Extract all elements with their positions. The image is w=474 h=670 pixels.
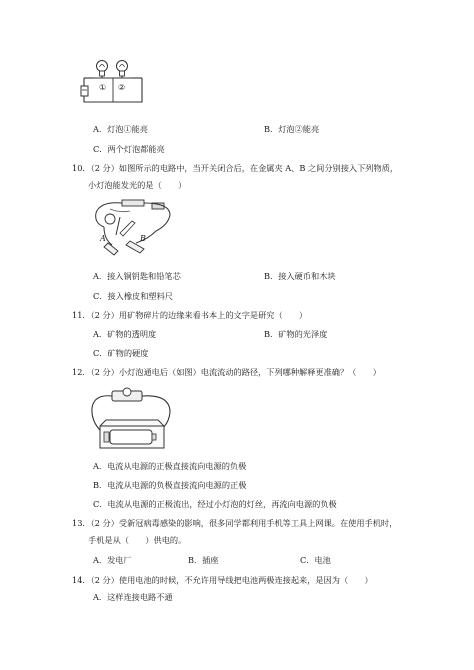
q10-option-a: A．接入铜钥匙和铅笔芯 xyxy=(93,271,181,281)
bulb-battery-circuit-figure xyxy=(88,382,174,454)
q9-option-a: A．灯泡①能亮 xyxy=(93,124,149,134)
q12-option-b: B．电流从电源的负极直接流向电源的正极 xyxy=(93,480,247,490)
q11-stem-line1: 11．（2 分）用矿物碎片的边缘来看书本上的文字是研究（ ） xyxy=(72,310,308,320)
q10-stem-line1: 10．（2 分）如图所示的电路中，当开关闭合后，在金属夹 A、B 之间分别接入下列物质， xyxy=(72,163,399,173)
circuit-two-bulbs-figure xyxy=(80,56,146,106)
q13-stem-line1: 13．（2 分）受新冠病毒感染的影响，很多同学都利用手机等工具上网课。在使用手机时， xyxy=(72,518,398,528)
q9-option-b: B．灯泡②能亮 xyxy=(264,124,320,134)
q14-stem-line1: 14．（2 分）使用电池的时候，不允许用导线把电池两极连接起来，是因为（ ） xyxy=(72,575,373,585)
q10-option-c: C．接入橡皮和塑料尺 xyxy=(93,291,173,301)
q11-option-a: A．矿物的透明度 xyxy=(93,329,157,339)
clip-b-label: B xyxy=(140,234,146,243)
q9-option-c: C．两个灯泡都能亮 xyxy=(93,144,165,154)
q13-option-b: B．插座 xyxy=(188,555,219,565)
q13-option-a: A．发电厂 xyxy=(93,555,132,565)
q11-option-b: B．矿物的光泽度 xyxy=(264,329,328,339)
q10-option-b: B．接入硬币和木块 xyxy=(264,271,336,281)
circuit-metal-clips-figure xyxy=(90,197,176,263)
q12-stem-line1: 12．（2 分）小灯泡通电后（如图）电流流动的路径，下列哪种解释更准确？（ ） xyxy=(72,367,381,377)
q14-option-a: A．这样连接电路不通 xyxy=(93,592,173,602)
q12-option-a: A．电流从电源的正极直接流向电源的负极 xyxy=(93,461,247,471)
clip-a-label: A xyxy=(100,234,106,243)
q11-option-c: C．矿物的硬度 xyxy=(93,348,149,358)
q12-option-c: C．电流从电源的正极流出，经过小灯泡的灯丝，再流向电源的负极 xyxy=(93,499,337,509)
q10-stem-line2: 小灯泡能发光的是（ ） xyxy=(88,180,187,190)
q13-stem-line2: 手机是从（ ）供电的。 xyxy=(88,535,187,545)
bulb-2-label: ② xyxy=(118,83,126,92)
q13-option-c: C．电池 xyxy=(300,555,331,565)
bulb-1-label: ① xyxy=(99,83,107,92)
